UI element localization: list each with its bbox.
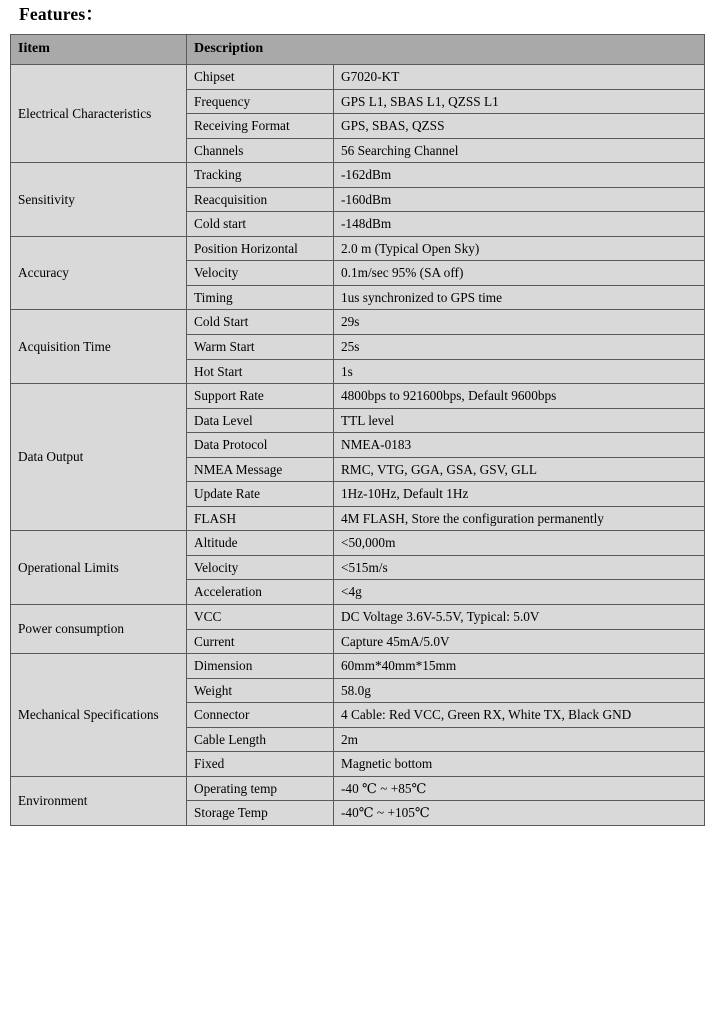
table-row bbox=[11, 605, 705, 630]
parameter-cell: Dimension bbox=[187, 654, 334, 679]
parameter-cell: Receiving Format bbox=[187, 114, 334, 139]
column-header-item: Iitem bbox=[11, 35, 187, 65]
value-cell: 4800bps to 921600bps, Default 9600bps bbox=[334, 384, 705, 409]
parameter-cell: Hot Start bbox=[187, 359, 334, 384]
parameter-cell: Position Horizontal bbox=[187, 236, 334, 261]
parameter-cell: Weight bbox=[187, 678, 334, 703]
value-cell: 4 Cable: Red VCC, Green RX, White TX, Black GND bbox=[334, 703, 705, 728]
category-cell: Environment bbox=[11, 776, 187, 825]
parameter-cell: Connector bbox=[187, 703, 334, 728]
table-row bbox=[11, 776, 705, 801]
value-cell: 29s bbox=[334, 310, 705, 335]
parameter-cell: Data Level bbox=[187, 408, 334, 433]
category-cell: Mechanical Specifications bbox=[11, 654, 187, 777]
parameter-cell: Cable Length bbox=[187, 727, 334, 752]
value-cell: GPS L1, SBAS L1, QZSS L1 bbox=[334, 89, 705, 114]
parameter-cell: Current bbox=[187, 629, 334, 654]
value-cell: -40℃ ~ +105℃ bbox=[334, 801, 705, 826]
parameter-cell: Channels bbox=[187, 138, 334, 163]
value-cell: 1Hz-10Hz, Default 1Hz bbox=[334, 482, 705, 507]
value-cell: 58.0g bbox=[334, 678, 705, 703]
value-cell: RMC, VTG, GGA, GSA, GSV, GLL bbox=[334, 457, 705, 482]
parameter-cell: Frequency bbox=[187, 89, 334, 114]
table-row bbox=[11, 236, 705, 261]
value-cell: G7020-KT bbox=[334, 65, 705, 90]
parameter-cell: NMEA Message bbox=[187, 457, 334, 482]
parameter-cell: Storage Temp bbox=[187, 801, 334, 826]
category-cell: Data Output bbox=[11, 384, 187, 531]
value-cell: -40 ℃ ~ +85℃ bbox=[334, 776, 705, 801]
category-cell: Accuracy bbox=[11, 236, 187, 310]
parameter-cell: Operating temp bbox=[187, 776, 334, 801]
value-cell: 1us synchronized to GPS time bbox=[334, 285, 705, 310]
value-cell: -162dBm bbox=[334, 163, 705, 188]
table-row bbox=[11, 163, 705, 188]
parameter-cell: Update Rate bbox=[187, 482, 334, 507]
value-cell: -148dBm bbox=[334, 212, 705, 237]
category-cell: Acquisition Time bbox=[11, 310, 187, 384]
parameter-cell: Cold start bbox=[187, 212, 334, 237]
value-cell: 2m bbox=[334, 727, 705, 752]
value-cell: <50,000m bbox=[334, 531, 705, 556]
column-header-description: Description bbox=[187, 35, 705, 65]
parameter-cell: Data Protocol bbox=[187, 433, 334, 458]
category-cell: Operational Limits bbox=[11, 531, 187, 605]
parameter-cell: Fixed bbox=[187, 752, 334, 777]
category-cell: Electrical Characteristics bbox=[11, 65, 187, 163]
table-row bbox=[11, 65, 705, 90]
parameter-cell: Warm Start bbox=[187, 335, 334, 360]
value-cell: Capture 45mA/5.0V bbox=[334, 629, 705, 654]
value-cell: 25s bbox=[334, 335, 705, 360]
table-body bbox=[11, 65, 705, 826]
table-row bbox=[11, 531, 705, 556]
parameter-cell: Velocity bbox=[187, 555, 334, 580]
parameter-cell: Tracking bbox=[187, 163, 334, 188]
value-cell: NMEA-0183 bbox=[334, 433, 705, 458]
category-cell: Sensitivity bbox=[11, 163, 187, 237]
value-cell: 56 Searching Channel bbox=[334, 138, 705, 163]
value-cell: 4M FLASH, Store the configuration permanently bbox=[334, 506, 705, 531]
value-cell: 2.0 m (Typical Open Sky) bbox=[334, 236, 705, 261]
value-cell: Magnetic bottom bbox=[334, 752, 705, 777]
value-cell: <4g bbox=[334, 580, 705, 605]
table-row bbox=[11, 654, 705, 679]
table-header-row bbox=[11, 35, 705, 65]
value-cell: TTL level bbox=[334, 408, 705, 433]
value-cell: GPS, SBAS, QZSS bbox=[334, 114, 705, 139]
table-row bbox=[11, 310, 705, 335]
table-header bbox=[11, 35, 705, 65]
parameter-cell: VCC bbox=[187, 605, 334, 630]
parameter-cell: Cold Start bbox=[187, 310, 334, 335]
value-cell: 60mm*40mm*15mm bbox=[334, 654, 705, 679]
table-row bbox=[11, 384, 705, 409]
value-cell: -160dBm bbox=[334, 187, 705, 212]
value-cell: 1s bbox=[334, 359, 705, 384]
category-cell: Power consumption bbox=[11, 605, 187, 654]
value-cell: <515m/s bbox=[334, 555, 705, 580]
features-specification-table bbox=[10, 34, 705, 826]
parameter-cell: Chipset bbox=[187, 65, 334, 90]
parameter-cell: Acceleration bbox=[187, 580, 334, 605]
parameter-cell: Timing bbox=[187, 285, 334, 310]
page-title: Features： bbox=[19, 4, 104, 24]
parameter-cell: Reacquisition bbox=[187, 187, 334, 212]
value-cell: 0.1m/sec 95% (SA off) bbox=[334, 261, 705, 286]
parameter-cell: Velocity bbox=[187, 261, 334, 286]
parameter-cell: Altitude bbox=[187, 531, 334, 556]
parameter-cell: Support Rate bbox=[187, 384, 334, 409]
parameter-cell: FLASH bbox=[187, 506, 334, 531]
value-cell: DC Voltage 3.6V-5.5V, Typical: 5.0V bbox=[334, 605, 705, 630]
